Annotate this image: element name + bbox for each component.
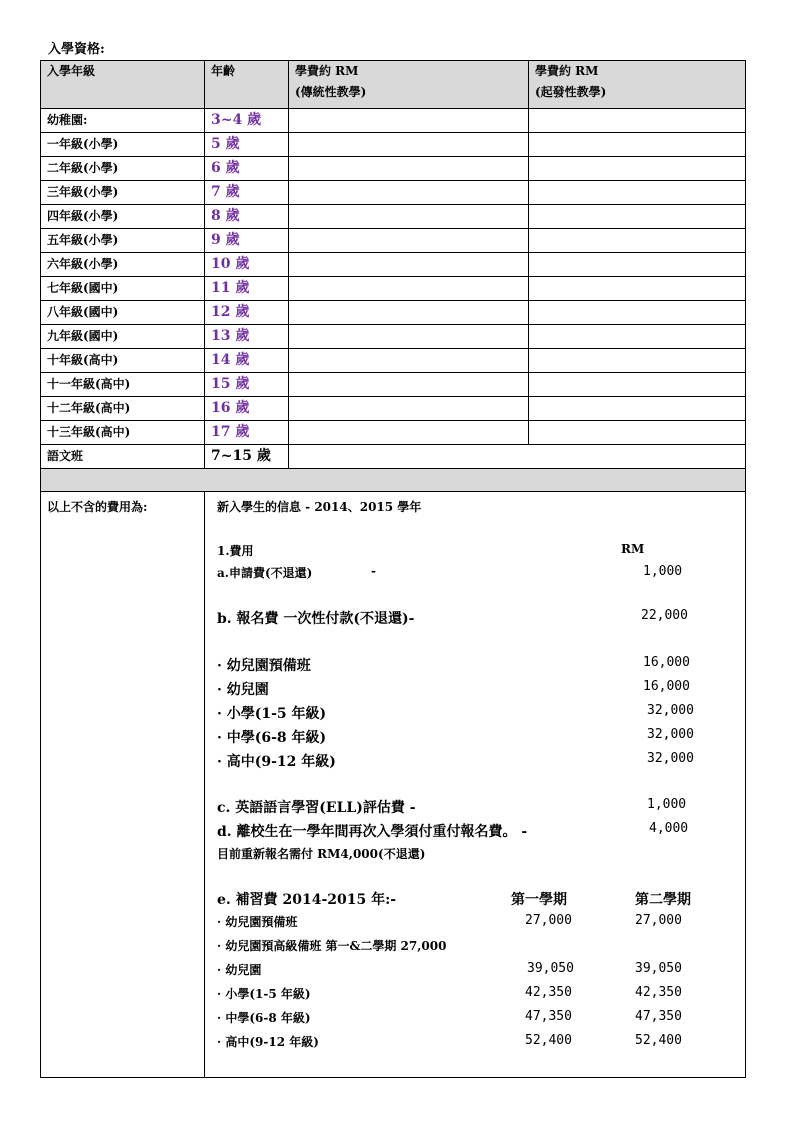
term1-header: 第一學期 — [511, 892, 567, 908]
fee-traditional-cell — [289, 301, 529, 325]
fee-e-term2: 52,400 — [635, 1033, 682, 1048]
grade-cell: 八年級(國中) — [41, 301, 205, 325]
fee-b-item-value: 16,000 — [643, 655, 690, 670]
table-row — [41, 109, 746, 133]
language-grade: 語文班 — [41, 445, 205, 469]
fee-e-term2: 47,350 — [635, 1009, 682, 1024]
grade-cell: 五年級(小學) — [41, 229, 205, 253]
age-cell: 7 歲 — [205, 181, 289, 205]
age-cell: 9 歲 — [205, 229, 289, 253]
fee-e-item-label: · 小學(1-5 年級) — [217, 987, 311, 1001]
header-fee-traditional-line1: 學費約 RM — [295, 64, 359, 78]
fee-inspire-cell — [529, 109, 746, 133]
currency-label: RM — [621, 542, 645, 556]
grade-cell: 十二年級(高中) — [41, 397, 205, 421]
table-row — [41, 325, 746, 349]
fee-inspire-cell — [529, 349, 746, 373]
fee-traditional-cell — [289, 253, 529, 277]
fee-a-dash: - — [371, 564, 376, 578]
age-cell: 13 歲 — [205, 325, 289, 349]
age-cell: 14 歲 — [205, 349, 289, 373]
age-cell: 6 歲 — [205, 157, 289, 181]
separator-cell — [41, 469, 746, 492]
table-row — [41, 205, 746, 229]
fee-details — [205, 492, 746, 1078]
fee-b-label: b. 報名費 一次性付款(不退還)- — [217, 611, 415, 627]
fee-traditional-cell — [289, 397, 529, 421]
age-cell: 15 歲 — [205, 373, 289, 397]
header-fee-inspire — [529, 61, 746, 109]
table-row — [41, 157, 746, 181]
grade-cell: 四年級(小學) — [41, 205, 205, 229]
term2-header: 第二學期 — [635, 892, 691, 908]
table-row — [41, 229, 746, 253]
fee-a-label: a.申請費(不退還) — [217, 566, 313, 580]
fee-traditional-cell — [289, 157, 529, 181]
fee-e-item-label: · 中學(6-8 年級) — [217, 1011, 311, 1025]
fee-b-item-label: · 中學(6-8 年級) — [217, 730, 327, 746]
fee-e-term2: 42,350 — [635, 985, 682, 1000]
fee-b-item-label: · 小學(1-5 年級) — [217, 706, 327, 722]
age-cell: 12 歲 — [205, 301, 289, 325]
fee-traditional-cell — [289, 349, 529, 373]
fee-c-value: 1,000 — [647, 797, 687, 812]
fee-a-value: 1,000 — [643, 564, 683, 579]
fee-traditional-cell — [289, 325, 529, 349]
fee-traditional-cell — [289, 373, 529, 397]
grade-cell: 九年級(國中) — [41, 325, 205, 349]
language-age: 7~15 歲 — [205, 445, 289, 469]
fee-b-item-label: · 幼兒園預備班 — [217, 658, 311, 674]
grade-cell: 一年級(小學) — [41, 133, 205, 157]
language-fee-cell — [289, 445, 746, 469]
separator-row — [41, 469, 746, 492]
fee-e-label: e. 補習費 2014-2015 年:- — [217, 892, 397, 908]
fee-b-item-label: · 幼兒園 — [217, 682, 269, 698]
fee-inspire-cell — [529, 277, 746, 301]
age-cell: 17 歲 — [205, 421, 289, 445]
grade-cell: 十一年級(高中) — [41, 373, 205, 397]
fee-inspire-cell — [529, 325, 746, 349]
table-row — [41, 133, 746, 157]
section1-label: 1.費用 — [217, 544, 254, 558]
fee-b-item-label: · 高中(9-12 年級) — [217, 754, 336, 770]
fee-inspire-cell — [529, 421, 746, 445]
grade-cell: 六年級(小學) — [41, 253, 205, 277]
age-cell: 16 歲 — [205, 397, 289, 421]
age-cell: 5 歲 — [205, 133, 289, 157]
fee-traditional-cell — [289, 205, 529, 229]
grade-cell: 七年級(國中) — [41, 277, 205, 301]
fee-b-item-value: 32,000 — [647, 751, 694, 766]
fee-e-item-label: · 幼兒園預備班 — [217, 915, 298, 929]
fee-e-term1: 52,400 — [525, 1033, 572, 1048]
fee-inspire-cell — [529, 229, 746, 253]
header-age: 年齡 — [205, 61, 289, 109]
age-cell: 11 歲 — [205, 277, 289, 301]
header-fee-inspire-line2: (起發性教學) — [535, 85, 607, 99]
age-cell: 8 歲 — [205, 205, 289, 229]
fee-title: 新入學生的信息 - 2014、2015 學年 — [217, 500, 422, 514]
fee-traditional-cell — [289, 109, 529, 133]
table-row — [41, 277, 746, 301]
extra-fees-label: 以上不含的費用為: — [41, 492, 205, 1078]
grade-cell: 三年級(小學) — [41, 181, 205, 205]
fee-inspire-cell — [529, 253, 746, 277]
age-cell: 3~4 歲 — [205, 109, 289, 133]
fee-traditional-cell — [289, 133, 529, 157]
fee-traditional-cell — [289, 181, 529, 205]
fee-c-label: c. 英語語言學習(ELL)評估費 - — [217, 800, 416, 816]
fee-traditional-cell — [289, 421, 529, 445]
fee-e-term2: 27,000 — [635, 913, 682, 928]
fee-b-item-value: 32,000 — [647, 727, 694, 742]
header-fee-traditional — [289, 61, 529, 109]
header-fee-inspire-line1: 學費約 RM — [535, 64, 599, 78]
page-heading: 入學資格: — [48, 42, 105, 57]
table-row — [41, 253, 746, 277]
fee-e-item-label: · 幼兒園 — [217, 963, 262, 977]
fee-inspire-cell — [529, 181, 746, 205]
fee-e-term1: 42,350 — [525, 985, 572, 1000]
table-row — [41, 421, 746, 445]
fee-inspire-cell — [529, 133, 746, 157]
fee-d-note: 目前重新報名需付 RM4,000(不退還) — [217, 847, 426, 861]
fee-b-item-value: 32,000 — [647, 703, 694, 718]
admission-table — [40, 60, 746, 1078]
fee-e-term1: 39,050 — [527, 961, 574, 976]
fee-d-label: d. 離校生在一學年間再次入學須付重付報名費。 - — [217, 824, 528, 840]
fee-inspire-cell — [529, 157, 746, 181]
fee-e-item-label: · 高中(9-12 年級) — [217, 1035, 319, 1049]
extra-fees-row — [41, 492, 746, 1078]
fee-inspire-cell — [529, 301, 746, 325]
age-cell: 10 歲 — [205, 253, 289, 277]
table-row — [41, 397, 746, 421]
fee-e-term1: 27,000 — [525, 913, 572, 928]
fee-e-term2: 39,050 — [635, 961, 682, 976]
fee-d-value: 4,000 — [649, 821, 689, 836]
table-row — [41, 349, 746, 373]
grade-rows — [41, 109, 746, 445]
grade-cell: 二年級(小學) — [41, 157, 205, 181]
fee-e-term1: 47,350 — [525, 1009, 572, 1024]
header-fee-traditional-line2: (傳統性教學) — [295, 85, 367, 99]
grade-cell: 十年級(高中) — [41, 349, 205, 373]
grade-cell: 十三年級(高中) — [41, 421, 205, 445]
fee-traditional-cell — [289, 229, 529, 253]
table-row — [41, 181, 746, 205]
header-row — [41, 61, 746, 109]
grade-cell: 幼稚園: — [41, 109, 205, 133]
header-grade: 入學年級 — [41, 61, 205, 109]
fee-inspire-cell — [529, 373, 746, 397]
fee-inspire-cell — [529, 397, 746, 421]
fee-e-item-label: · 幼兒園預高級備班 第一&二學期 27,000 — [217, 939, 447, 953]
table-row — [41, 301, 746, 325]
language-row — [41, 445, 746, 469]
fee-b-value: 22,000 — [641, 608, 688, 623]
fee-b-item-value: 16,000 — [643, 679, 690, 694]
table-row — [41, 373, 746, 397]
fee-traditional-cell — [289, 277, 529, 301]
fee-inspire-cell — [529, 205, 746, 229]
